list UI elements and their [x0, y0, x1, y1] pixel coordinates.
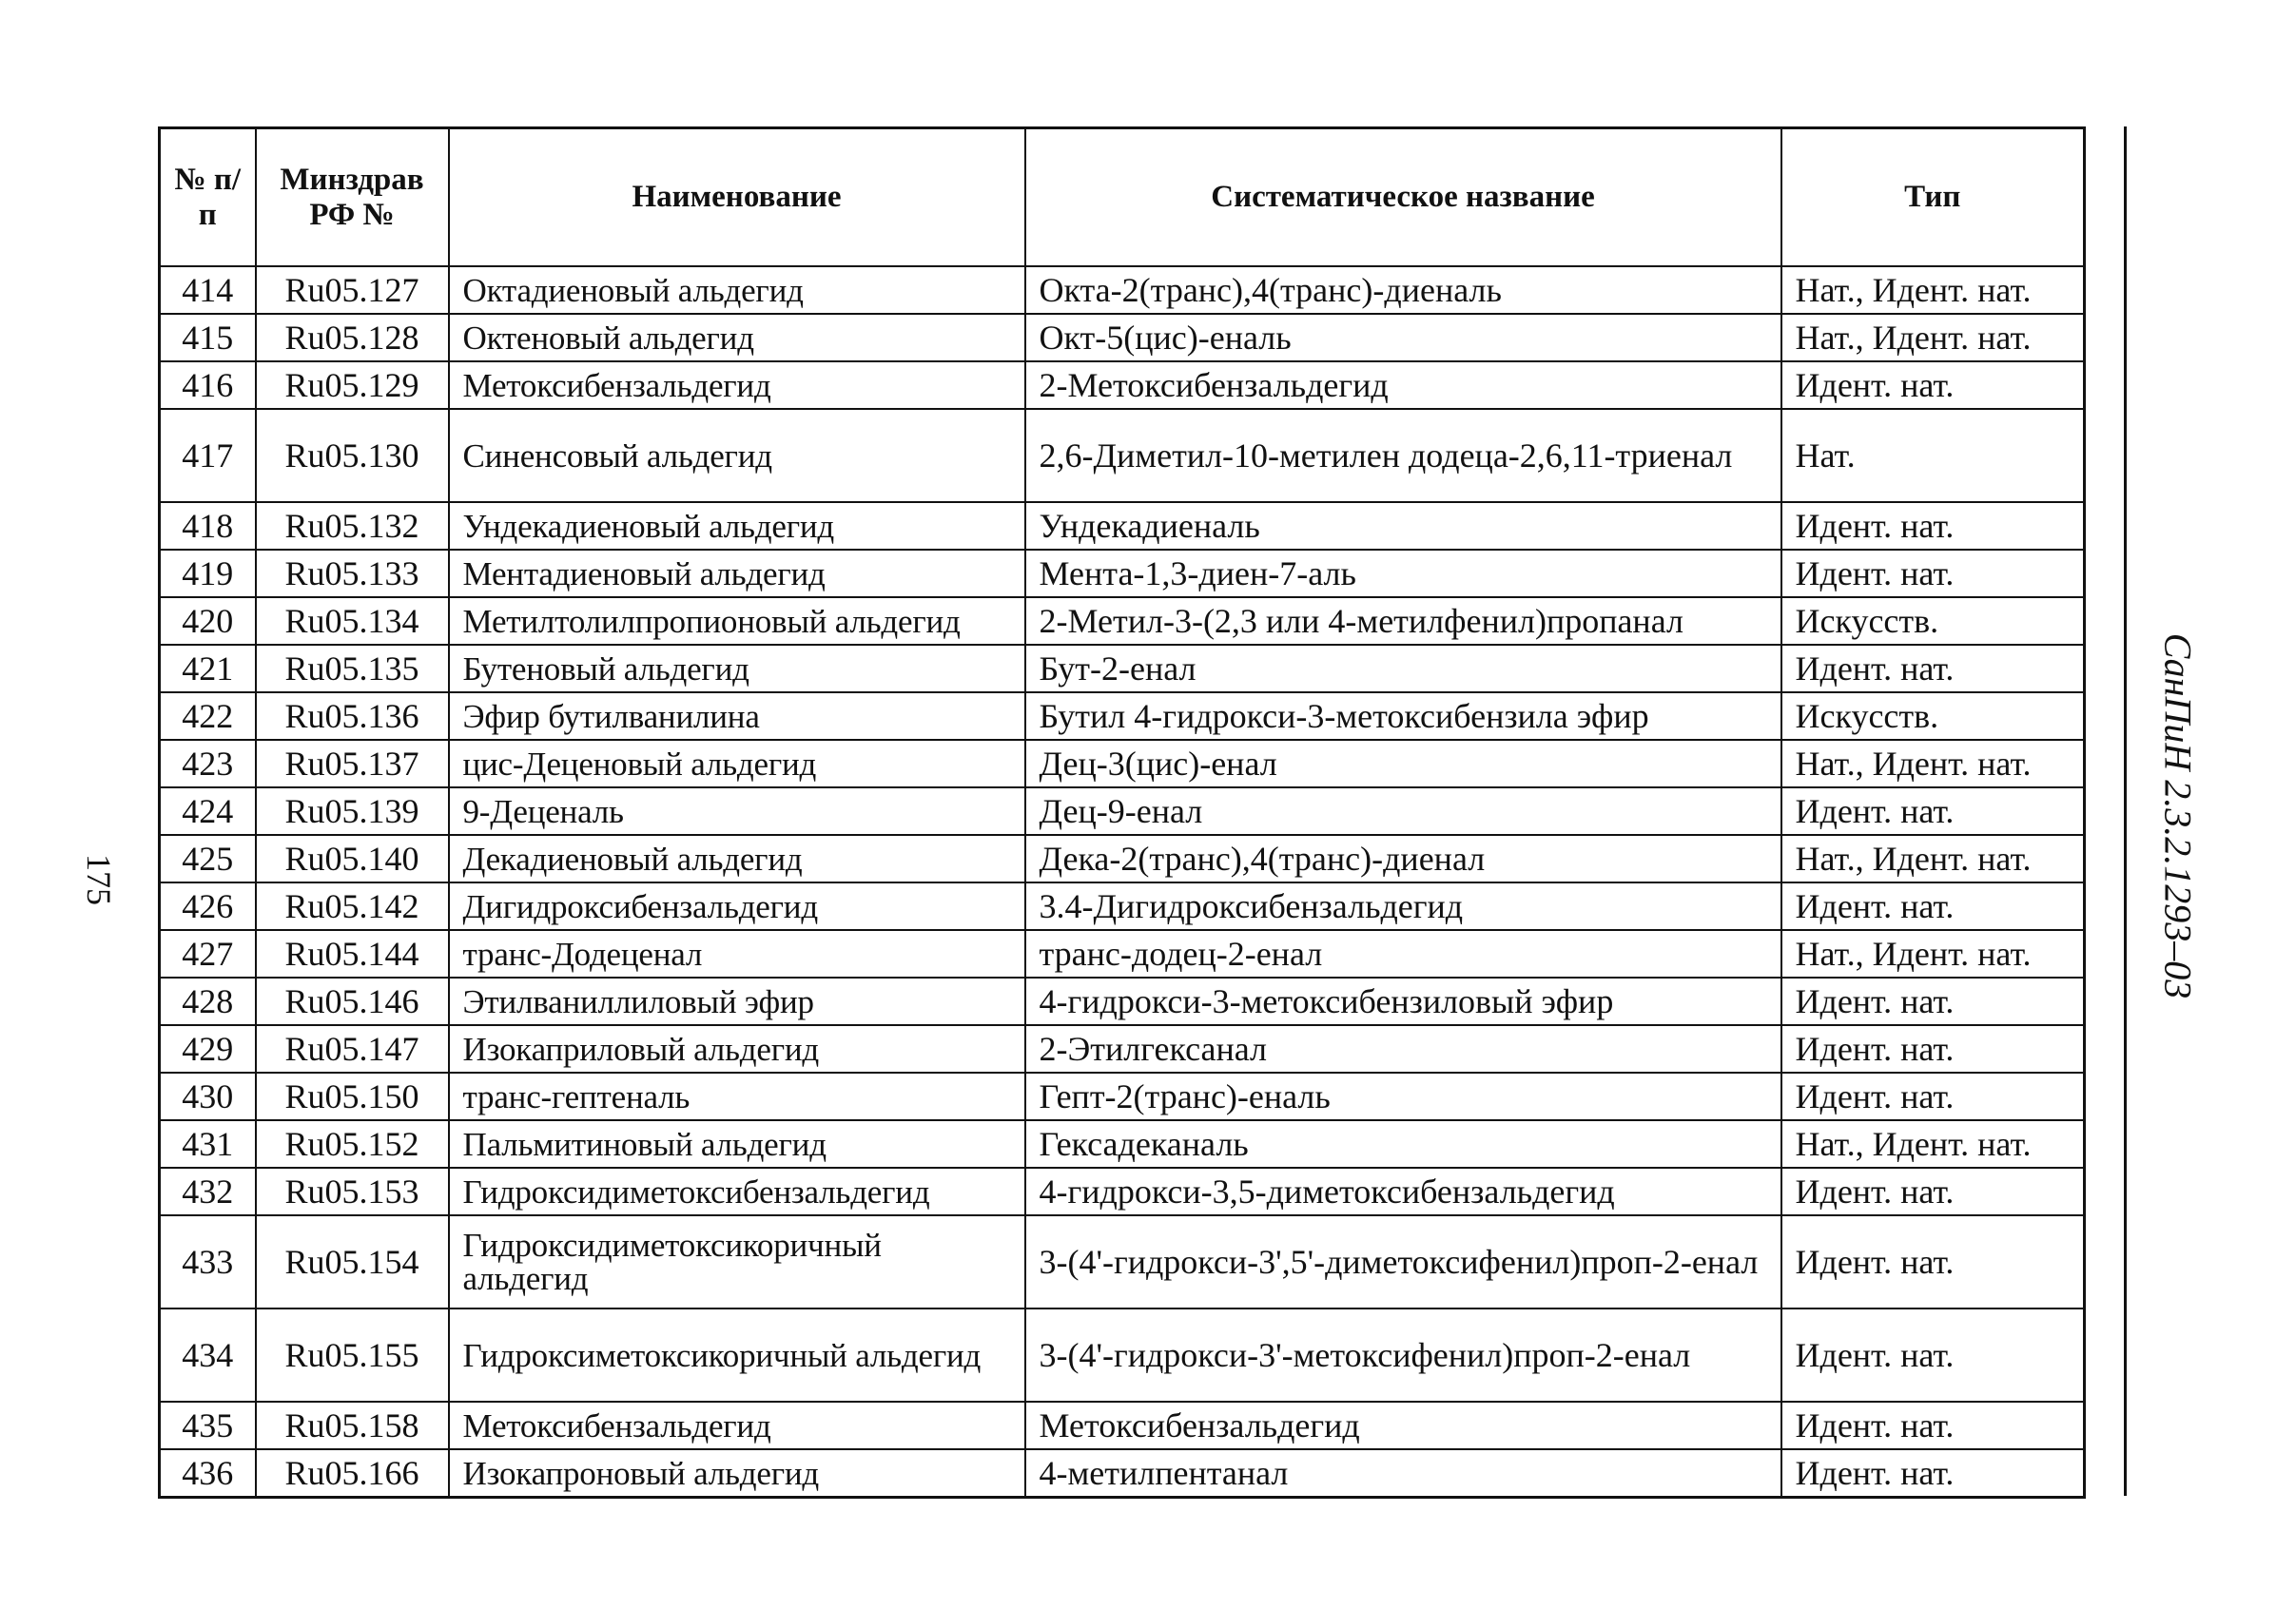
- cell-type: Нат., Идент. нат.: [1781, 266, 2085, 314]
- header-type: Тип: [1781, 128, 2085, 267]
- header-num: № п/п: [160, 128, 256, 267]
- cell-type: Идент. нат.: [1781, 1215, 2085, 1309]
- cell-type: Идент. нат.: [1781, 787, 2085, 835]
- cell-name: Ментадиеновый альдегид: [449, 550, 1025, 597]
- cell-code: Ru05.158: [256, 1402, 449, 1449]
- table-row: [160, 502, 2085, 550]
- table-row: [160, 1449, 2085, 1498]
- cell-systematic: Ундекадиеналь: [1025, 502, 1781, 550]
- cell-code: Ru05.130: [256, 409, 449, 502]
- cell-systematic: 3.4-Дигидроксибензальдегид: [1025, 882, 1781, 930]
- cell-code: Ru05.133: [256, 550, 449, 597]
- cell-systematic: Дец-9-енал: [1025, 787, 1781, 835]
- cell-type: Идент. нат.: [1781, 1309, 2085, 1402]
- table-header-row: [160, 128, 2085, 267]
- cell-type: Нат., Идент. нат.: [1781, 835, 2085, 882]
- cell-name: Метоксибензальдегид: [449, 1402, 1025, 1449]
- cell-type: Идент. нат.: [1781, 502, 2085, 550]
- cell-name: Дигидроксибензальдегид: [449, 882, 1025, 930]
- cell-systematic: 3-(4'-гидрокси-3',5'-диметоксифенил)проп-2-енал: [1025, 1215, 1781, 1309]
- cell-systematic: Дека-2(транс),4(транс)-диенал: [1025, 835, 1781, 882]
- cell-name: Метилтолилпропионовый альдегид: [449, 597, 1025, 645]
- cell-code: Ru05.128: [256, 314, 449, 361]
- cell-type: Нат.: [1781, 409, 2085, 502]
- table-row: [160, 882, 2085, 930]
- table-row: [160, 930, 2085, 978]
- margin-rule: [2124, 126, 2127, 1496]
- table-row: [160, 645, 2085, 692]
- cell-type: Нат., Идент. нат.: [1781, 930, 2085, 978]
- cell-type: Искусств.: [1781, 597, 2085, 645]
- cell-type: Идент. нат.: [1781, 882, 2085, 930]
- cell-systematic: Бутил 4-гидрокси-3-метоксибензила эфир: [1025, 692, 1781, 740]
- running-head-text: СанПиН 2.3.2.1293–03: [2156, 632, 2200, 999]
- cell-num: 428: [160, 978, 256, 1025]
- cell-code: Ru05.134: [256, 597, 449, 645]
- cell-num: 420: [160, 597, 256, 645]
- cell-code: Ru05.135: [256, 645, 449, 692]
- cell-systematic: 2-Этилгексанал: [1025, 1025, 1781, 1073]
- cell-systematic: 2-Метоксибензальдегид: [1025, 361, 1781, 409]
- cell-code: Ru05.146: [256, 978, 449, 1025]
- page-number: [70, 851, 127, 908]
- cell-num: 429: [160, 1025, 256, 1073]
- cell-name: Декадиеновый альдегид: [449, 835, 1025, 882]
- cell-num: 425: [160, 835, 256, 882]
- cell-code: Ru05.137: [256, 740, 449, 787]
- cell-name: Пальмитиновый альдегид: [449, 1120, 1025, 1168]
- cell-code: Ru05.155: [256, 1309, 449, 1402]
- cell-systematic: Бут-2-енал: [1025, 645, 1781, 692]
- table-row: [160, 314, 2085, 361]
- cell-name: Метоксибензальдегид: [449, 361, 1025, 409]
- cell-systematic: Дец-3(цис)-енал: [1025, 740, 1781, 787]
- page-number-text: 175: [80, 854, 118, 905]
- cell-type: Нат., Идент. нат.: [1781, 1120, 2085, 1168]
- table-row: [160, 1215, 2085, 1309]
- cell-type: Идент. нат.: [1781, 1073, 2085, 1120]
- cell-name: транс-гептеналь: [449, 1073, 1025, 1120]
- cell-num: 433: [160, 1215, 256, 1309]
- cell-code: Ru05.129: [256, 361, 449, 409]
- table-row: [160, 835, 2085, 882]
- cell-name: Октадиеновый альдегид: [449, 266, 1025, 314]
- cell-name: 9-Деценаль: [449, 787, 1025, 835]
- cell-num: 427: [160, 930, 256, 978]
- cell-num: 417: [160, 409, 256, 502]
- table-row: [160, 1025, 2085, 1073]
- cell-systematic: Гепт-2(транс)-еналь: [1025, 1073, 1781, 1120]
- table-row: [160, 1309, 2085, 1402]
- header-code: Минздрав РФ №: [256, 128, 449, 267]
- cell-name: Гидроксиметоксикоричный альдегид: [449, 1309, 1025, 1402]
- cell-code: Ru05.136: [256, 692, 449, 740]
- cell-num: 421: [160, 645, 256, 692]
- cell-name: Гидроксидиметоксикоричный альдегид: [449, 1215, 1025, 1309]
- table-row: [160, 1073, 2085, 1120]
- header-name: Наименование: [449, 128, 1025, 267]
- cell-code: Ru05.127: [256, 266, 449, 314]
- cell-systematic: 4-метилпентанал: [1025, 1449, 1781, 1498]
- cell-num: 424: [160, 787, 256, 835]
- cell-num: 434: [160, 1309, 256, 1402]
- cell-type: Идент. нат.: [1781, 978, 2085, 1025]
- cell-code: Ru05.142: [256, 882, 449, 930]
- table-row: [160, 740, 2085, 787]
- table-row: [160, 1402, 2085, 1449]
- cell-systematic: 4-гидрокси-3,5-диметоксибензальдегид: [1025, 1168, 1781, 1215]
- cell-code: Ru05.139: [256, 787, 449, 835]
- cell-systematic: Окта-2(транс),4(транс)-диеналь: [1025, 266, 1781, 314]
- table-row: [160, 266, 2085, 314]
- cell-code: Ru05.154: [256, 1215, 449, 1309]
- cell-num: 426: [160, 882, 256, 930]
- cell-systematic: 4-гидрокси-3-метоксибензиловый эфир: [1025, 978, 1781, 1025]
- cell-systematic: 3-(4'-гидрокси-3'-метоксифенил)проп-2-енал: [1025, 1309, 1781, 1402]
- cell-name: Ундекадиеновый альдегид: [449, 502, 1025, 550]
- cell-num: 435: [160, 1402, 256, 1449]
- cell-type: Идент. нат.: [1781, 1025, 2085, 1073]
- cell-name: цис-Деценовый альдегид: [449, 740, 1025, 787]
- cell-systematic: Метоксибензальдегид: [1025, 1402, 1781, 1449]
- cell-name: Изокапроновый альдегид: [449, 1449, 1025, 1498]
- cell-code: Ru05.150: [256, 1073, 449, 1120]
- cell-code: Ru05.152: [256, 1120, 449, 1168]
- cell-num: 416: [160, 361, 256, 409]
- cell-code: Ru05.140: [256, 835, 449, 882]
- cell-name: Эфир бутилванилина: [449, 692, 1025, 740]
- cell-type: Идент. нат.: [1781, 1168, 2085, 1215]
- cell-code: Ru05.153: [256, 1168, 449, 1215]
- cell-systematic: 2,6-Диметил-10-метилен додеца-2,6,11-триенал: [1025, 409, 1781, 502]
- cell-num: 436: [160, 1449, 256, 1498]
- cell-num: 423: [160, 740, 256, 787]
- cell-num: 419: [160, 550, 256, 597]
- cell-type: Идент. нат.: [1781, 1402, 2085, 1449]
- cell-systematic: Гексадеканаль: [1025, 1120, 1781, 1168]
- cell-num: 414: [160, 266, 256, 314]
- cell-code: Ru05.144: [256, 930, 449, 978]
- cell-name: Этилваниллиловый эфир: [449, 978, 1025, 1025]
- cell-type: Искусств.: [1781, 692, 2085, 740]
- cell-code: Ru05.166: [256, 1449, 449, 1498]
- cell-name: Изокаприловый альдегид: [449, 1025, 1025, 1073]
- cell-num: 415: [160, 314, 256, 361]
- table-row: [160, 597, 2085, 645]
- table-row: [160, 978, 2085, 1025]
- cell-systematic: Окт-5(цис)-еналь: [1025, 314, 1781, 361]
- cell-code: Ru05.132: [256, 502, 449, 550]
- cell-systematic: Мента-1,3-диен-7-аль: [1025, 550, 1781, 597]
- cell-type: Идент. нат.: [1781, 1449, 2085, 1498]
- cell-systematic: транс-додец-2-енал: [1025, 930, 1781, 978]
- cell-name: Гидроксидиметоксибензальдегид: [449, 1168, 1025, 1215]
- cell-name: транс-Додеценал: [449, 930, 1025, 978]
- flavoring-table: [158, 126, 2086, 1499]
- cell-num: 432: [160, 1168, 256, 1215]
- cell-name: Синенсовый альдегид: [449, 409, 1025, 502]
- cell-type: Идент. нат.: [1781, 550, 2085, 597]
- cell-num: 430: [160, 1073, 256, 1120]
- cell-num: 422: [160, 692, 256, 740]
- table-row: [160, 361, 2085, 409]
- cell-num: 431: [160, 1120, 256, 1168]
- cell-type: Нат., Идент. нат.: [1781, 740, 2085, 787]
- flavoring-table-container: [158, 126, 2083, 1498]
- cell-num: 418: [160, 502, 256, 550]
- table-row: [160, 787, 2085, 835]
- table-row: [160, 1120, 2085, 1168]
- cell-type: Идент. нат.: [1781, 361, 2085, 409]
- cell-systematic: 2-Метил-3-(2,3 или 4-метилфенил)пропанал: [1025, 597, 1781, 645]
- cell-name: Бутеновый альдегид: [449, 645, 1025, 692]
- table-row: [160, 409, 2085, 502]
- table-row: [160, 1168, 2085, 1215]
- table-row: [160, 692, 2085, 740]
- table-body: [160, 266, 2085, 1498]
- header-systematic: Систематическое название: [1025, 128, 1781, 267]
- cell-name: Октеновый альдегид: [449, 314, 1025, 361]
- cell-code: Ru05.147: [256, 1025, 449, 1073]
- cell-type: Идент. нат.: [1781, 645, 2085, 692]
- table-row: [160, 550, 2085, 597]
- cell-type: Нат., Идент. нат.: [1781, 314, 2085, 361]
